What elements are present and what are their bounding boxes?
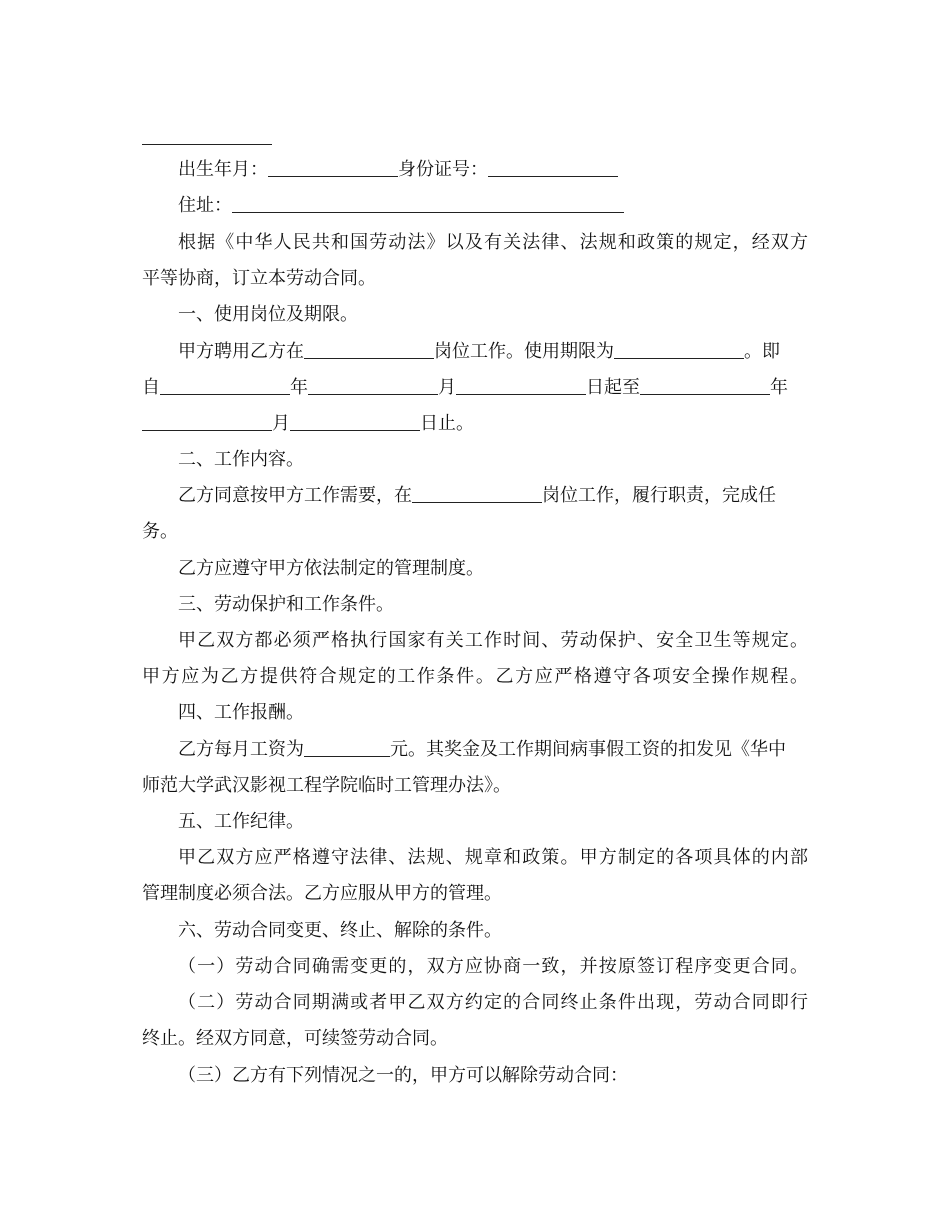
id-label: 身份证号： bbox=[398, 159, 488, 180]
birth-id-line bbox=[178, 156, 808, 184]
text: 日止。 bbox=[420, 413, 474, 434]
blank-field[interactable] bbox=[142, 126, 272, 145]
management-rule-line: 乙方应遵守甲方依法制定的管理制度。 bbox=[178, 558, 484, 579]
intro-line-2: 平等协商，订立本劳动合同。 bbox=[142, 268, 376, 289]
start-year-blank[interactable] bbox=[160, 376, 290, 395]
section-heading-2: 二、工作内容。 bbox=[178, 449, 304, 470]
text: 日起至 bbox=[586, 377, 640, 398]
address-blank[interactable] bbox=[232, 194, 624, 213]
position-term-line-1 bbox=[178, 338, 808, 366]
text: 年 bbox=[770, 377, 788, 398]
text: 乙方同意按甲方工作需要，在 bbox=[178, 485, 412, 506]
clause-3: （三）乙方有下列情况之一的，甲方可以解除劳动合同： bbox=[178, 1065, 628, 1086]
position-blank[interactable] bbox=[304, 340, 434, 359]
address-label: 住址： bbox=[178, 195, 232, 216]
work-position-blank[interactable] bbox=[412, 484, 542, 503]
clause-2-line-1: （二）劳动合同期满或者甲乙双方约定的合同终止条件出现，劳动合同即行 bbox=[178, 992, 808, 1013]
protection-line-2: 甲方应为乙方提供符合规定的工作条件。乙方应严格遵守各项安全操作规程。 bbox=[142, 666, 808, 687]
text: 岗位工作，履行职责，完成任 bbox=[542, 485, 776, 506]
top-blank-line bbox=[142, 124, 808, 152]
text: 甲方聘用乙方在 bbox=[178, 341, 304, 362]
salary-blank[interactable] bbox=[304, 738, 390, 757]
text: 元。其奖金及工作期间病事假工资的扣发见《华中 bbox=[390, 739, 786, 760]
work-content-line-2: 务。 bbox=[142, 521, 178, 542]
address-line bbox=[178, 192, 808, 220]
clause-2-line-2: 终止。经双方同意，可续签劳动合同。 bbox=[142, 1028, 448, 1049]
salary-line-1 bbox=[178, 736, 808, 764]
section-heading-6: 六、劳动合同变更、终止、解除的条件。 bbox=[178, 920, 502, 941]
end-year-blank[interactable] bbox=[640, 376, 770, 395]
text: 年 bbox=[290, 377, 308, 398]
term-blank[interactable] bbox=[614, 340, 744, 359]
text: 自 bbox=[142, 377, 160, 398]
clause-1: （一）劳动合同确需变更的，双方应协商一致，并按原签订程序变更合同。 bbox=[178, 956, 808, 977]
text: 乙方每月工资为 bbox=[178, 739, 304, 760]
intro-line-1: 根据《中华人民共和国劳动法》以及有关法律、法规和政策的规定，经双方 bbox=[178, 232, 808, 253]
start-month-blank[interactable] bbox=[308, 376, 438, 395]
salary-line-2: 师范大学武汉影视工程学院临时工管理办法》。 bbox=[142, 775, 511, 796]
section-heading-1: 一、使用岗位及期限。 bbox=[178, 304, 358, 325]
section-heading-4: 四、工作报酬。 bbox=[178, 702, 304, 723]
text: 岗位工作。使用期限为 bbox=[434, 341, 614, 362]
id-blank[interactable] bbox=[488, 158, 618, 177]
text: 月 bbox=[272, 413, 290, 434]
text: 月 bbox=[438, 377, 456, 398]
start-day-blank[interactable] bbox=[456, 376, 586, 395]
discipline-line-2: 管理制度必须合法。乙方应服从甲方的管理。 bbox=[142, 883, 502, 904]
position-term-line-3 bbox=[142, 410, 808, 438]
position-term-line-2 bbox=[142, 374, 808, 402]
discipline-line-1: 甲乙双方应严格遵守法律、法规、规章和政策。甲方制定的各项具体的内部 bbox=[178, 847, 808, 868]
end-day-blank[interactable] bbox=[290, 412, 420, 431]
section-heading-5: 五、工作纪律。 bbox=[178, 811, 304, 832]
section-heading-3: 三、劳动保护和工作条件。 bbox=[178, 594, 394, 615]
end-month-blank[interactable] bbox=[142, 412, 272, 431]
birth-label: 出生年月： bbox=[178, 159, 268, 180]
text: 。即 bbox=[744, 341, 780, 362]
work-content-line-1 bbox=[178, 482, 808, 510]
protection-line-1: 甲乙双方都必须严格执行国家有关工作时间、劳动保护、安全卫生等规定。 bbox=[178, 630, 808, 651]
birth-blank[interactable] bbox=[268, 158, 398, 177]
